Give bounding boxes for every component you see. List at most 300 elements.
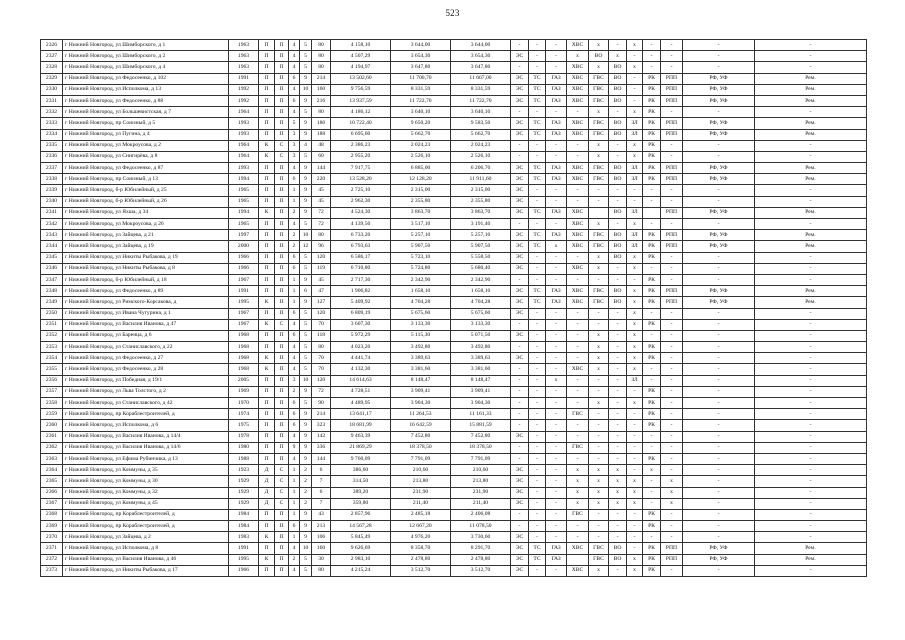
table-cell: - [609,409,627,420]
table-cell: 1966 [229,565,259,576]
table-cell: ГАЗ [546,207,567,218]
table-cell: х [589,353,609,364]
table-cell: С [275,498,289,509]
row-number-cell: 2343 [41,230,63,241]
table-cell: - [609,431,627,442]
table-cell: - [643,476,661,487]
table-cell: П [259,521,275,532]
table-cell: - [661,420,683,431]
table-cell: - [546,442,567,453]
table-cell: - [609,509,627,520]
table-cell: ХВС [567,286,589,297]
table-cell: - [609,364,627,375]
table-cell: 48 [312,140,331,151]
table-cell: 5 115,30 [391,330,451,341]
table-cell: 2 [300,498,312,509]
table-cell: - [609,386,627,397]
table-cell: 9 [300,196,312,207]
row-number-cell: 2337 [41,163,63,174]
table-cell: - [546,140,567,151]
table-cell: 3 517,10 [391,219,451,230]
address-cell: г Нижний Новгород, ул Коммуны, д 45 [63,498,229,509]
table-cell: 3 492,80 [391,342,451,353]
table-cell: 1993 [229,118,259,129]
table-cell: 4 [289,84,300,95]
table-cell: - [755,140,867,151]
table-cell: 9 756,59 [331,84,391,95]
table-cell: П [259,342,275,353]
address-cell: г Нижний Новгород, ул Василия Иванова, д 14/6 [63,442,229,453]
table-cell: - [567,353,589,364]
table-cell: 6 733,20 [331,230,391,241]
row-number-cell: 2330 [41,84,63,95]
table-cell: 1993 [229,129,259,140]
table-cell: х [627,286,643,297]
table-cell: П [259,543,275,554]
table-cell: ЭС [511,286,529,297]
table-cell: - [546,151,567,162]
table-cell: П [275,207,289,218]
table-cell: - [683,420,755,431]
address-cell: г Нижний Новгород, ул Никиты Рыбакова, д 19 [63,252,229,263]
table-cell: - [661,409,683,420]
table-cell: ЗЛ [627,129,643,140]
table-cell: 3 640,10 [451,107,511,118]
table-cell: 3 904,30 [391,398,451,409]
table-cell: - [683,386,755,397]
table-cell: РК [643,521,661,532]
table-cell: 4 704,28 [451,297,511,308]
table-cell: х [589,398,609,409]
table-cell: х [589,364,609,375]
table-cell: 3 647,80 [451,62,511,73]
table-cell: - [511,509,529,520]
table-row [41,151,867,162]
table-cell: - [546,409,567,420]
table-cell: - [529,107,546,118]
table-cell: 8 291,70 [451,543,511,554]
table-cell: 4 [289,364,300,375]
table-cell: 6 710,80 [331,263,391,274]
table-cell: 1967 [229,319,259,330]
table-cell: РК [643,509,661,520]
table-cell: ГВС [589,73,609,84]
table-cell: - [661,107,683,118]
table-cell: 118 [312,330,331,341]
table-cell: К [259,364,275,375]
address-cell: г Нижний Новгород, ул Федосеенко, д 28 [63,364,229,375]
table-cell: 6 [289,73,300,84]
table-cell: - [567,107,589,118]
table-cell: - [755,521,867,532]
table-cell: РК [643,453,661,464]
table-row [41,465,867,476]
address-cell: г Нижний Новгород, пр Кораблестроителей, д [63,409,229,420]
row-number-cell: 2356 [41,375,63,386]
table-cell: - [661,185,683,196]
table-cell: 144 [312,453,331,464]
table-cell: ХВС [567,241,589,252]
table-cell: 4 023,20 [331,342,391,353]
table-cell: - [546,330,567,341]
table-cell: РФ, УФ [683,163,755,174]
table-cell: х [589,151,609,162]
table-cell: 18 378,50 [391,442,451,453]
table-cell: - [661,330,683,341]
table-row [41,308,867,319]
table-cell: ЗЛ [627,163,643,174]
table-cell: 6 586,17 [331,252,391,263]
table-cell: 8 148,47 [391,375,451,386]
table-cell: 10 [300,375,312,386]
table-cell: - [511,62,529,73]
table-cell: - [609,219,627,230]
table-cell: 2 955,20 [331,151,391,162]
table-cell: 5 [289,118,300,129]
table-cell: П [275,386,289,397]
table-cell: - [529,342,546,353]
table-cell: 5 907,50 [391,241,451,252]
table-cell: ГВС [589,95,609,106]
table-cell: - [661,263,683,274]
table-cell: РФ, УФ [683,118,755,129]
table-cell: 4 [289,107,300,118]
table-cell: - [589,532,609,543]
address-cell: г Нижний Новгород, ул Василия Иванова, д 46 [63,554,229,565]
table-cell: - [627,543,643,554]
address-cell: г Нижний Новгород, ул Василия Иванова, д 14/4 [63,431,229,442]
table-cell: 18 378,50 [451,442,511,453]
table-cell: С [275,476,289,487]
table-cell: ЭС [511,207,529,218]
table-cell: - [589,274,609,285]
table-cell: - [546,107,567,118]
table-cell: х [567,476,589,487]
address-cell: г Нижний Новгород, пр Кораблестроителей, д [63,521,229,532]
table-cell: РК [643,543,661,554]
table-cell: 6 [289,398,300,409]
table-cell: 5 [300,319,312,330]
table-cell: П [259,420,275,431]
table-cell: 323 [312,420,331,431]
table-cell: 3 [289,129,300,140]
table-cell: П [275,398,289,409]
table-cell: РПП [661,543,683,554]
row-number-cell: 2342 [41,219,63,230]
table-cell: - [627,51,643,62]
table-cell: 4 [289,40,300,51]
table-cell: - [661,319,683,330]
table-cell: 386,60 [331,465,391,476]
table-cell: ЗЛ [627,207,643,218]
table-cell: П [275,163,289,174]
table-cell: 1 [289,487,300,498]
table-cell: ГВС [589,241,609,252]
table-cell: П [259,565,275,576]
table-cell: 4 215,24 [331,565,391,576]
table-cell: ЭС [511,308,529,319]
table-cell: - [529,409,546,420]
table-cell: - [661,532,683,543]
address-cell: г Нижний Новгород, ул Федосеенко, д 88 [63,95,229,106]
table-cell: 2 315,00 [391,185,451,196]
table-cell: 8 331,59 [451,84,511,95]
table-cell: - [511,409,529,420]
table-cell: РК [643,118,661,129]
table-cell: П [275,95,289,106]
table-cell: П [259,274,275,285]
table-cell: 72 [312,207,331,218]
table-cell: 1968 [229,353,259,364]
table-cell: ХВС [567,62,589,73]
table-cell: - [567,386,589,397]
address-cell: г Нижний Новгород, пр Союзный, д 13 [63,174,229,185]
table-cell: - [529,51,546,62]
table-row [41,521,867,532]
table-cell: - [511,151,529,162]
table-cell: 2 024,23 [391,140,451,151]
table-cell: П [275,565,289,576]
table-cell: х [661,498,683,509]
table-cell: - [567,342,589,353]
row-number-cell: 2332 [41,107,63,118]
table-cell: РФ, УФ [683,543,755,554]
address-cell: г Нижний Новгород, ул Снигирёва, д 8 [63,151,229,162]
table-cell: - [567,532,589,543]
table-cell: 1963 [229,40,259,51]
table-cell: П [259,375,275,386]
table-cell: 6 [289,521,300,532]
table-cell: - [683,498,755,509]
table-cell: П [259,431,275,442]
row-number-cell: 2327 [41,51,63,62]
table-cell: 5 257,10 [451,230,511,241]
table-cell: - [683,274,755,285]
table-cell: - [609,453,627,464]
table-cell: 5 [300,40,312,51]
table-cell: 3 909,41 [391,386,451,397]
table-cell: РК [643,386,661,397]
table-cell: ТС [529,129,546,140]
table-cell: Рем. [755,95,867,106]
table-cell: - [683,51,755,62]
table-cell: - [529,375,546,386]
table-cell: ГВС [589,163,609,174]
table-cell: 47 [312,286,331,297]
table-row [41,543,867,554]
table-cell: 231,90 [451,487,511,498]
register-body [41,40,867,577]
table-cell: 45 [312,185,331,196]
table-row [41,297,867,308]
table-cell: 2 725,10 [331,185,391,196]
table-cell: П [275,252,289,263]
table-cell: 1975 [229,420,259,431]
table-cell: ЭС [511,487,529,498]
table-cell: 5 724,80 [391,263,451,274]
table-cell: 9 583,50 [451,118,511,129]
table-cell: РК [643,241,661,252]
table-cell: 5 675,60 [391,308,451,319]
table-cell: - [546,319,567,330]
table-cell: - [661,219,683,230]
address-cell: г Нижний Новгород, ул Никиты Рыбакова, д 17 [63,565,229,576]
table-cell: 213 [312,521,331,532]
table-cell: - [529,532,546,543]
table-cell: 7 452,80 [391,431,451,442]
table-row [41,431,867,442]
table-cell: РПП [661,129,683,140]
table-cell: 3 863,70 [451,207,511,218]
table-cell: - [511,442,529,453]
table-cell: 336 [312,442,331,453]
table-cell: - [546,219,567,230]
table-cell: 8 331,59 [391,84,451,95]
table-cell: 5 [300,107,312,118]
table-cell: 6 206,70 [451,163,511,174]
table-cell: - [546,353,567,364]
table-cell: Д [259,498,275,509]
table-cell: ВО [609,554,627,565]
table-cell: 120 [312,252,331,263]
page-number: 523 [445,8,460,18]
table-cell: 1974 [229,409,259,420]
table-cell: 70 [312,353,331,364]
table-cell: - [546,40,567,51]
row-number-cell: 2339 [41,185,63,196]
table-cell: - [589,375,609,386]
table-cell: 2 962,30 [331,196,391,207]
table-cell: - [589,431,609,442]
table-cell: К [259,319,275,330]
table-cell: ГВС [589,230,609,241]
table-cell: - [546,62,567,73]
table-cell: К [259,140,275,151]
table-cell: - [529,386,546,397]
table-cell: 2000 [229,241,259,252]
table-cell: - [546,386,567,397]
table-cell: 1994 [229,174,259,185]
table-cell: - [755,107,867,118]
table-cell: - [683,40,755,51]
table-cell: ЭС [511,185,529,196]
table-cell: - [755,196,867,207]
table-cell: 45 [312,196,331,207]
table-cell: - [529,219,546,230]
table-cell: 21 869,29 [331,442,391,453]
table-cell: - [589,453,609,464]
address-cell: г Нижний Новгород, ул Мокроусова, д 26 [63,219,229,230]
table-cell: П [275,532,289,543]
table-cell: х [546,375,567,386]
table-cell: 16 642,59 [391,420,451,431]
table-cell: 5 [300,364,312,375]
address-cell: г Нижний Новгород, ул Большевистская, д 7 [63,107,229,118]
table-cell: - [627,409,643,420]
table-cell: - [683,487,755,498]
table-cell: х [589,498,609,509]
row-number-cell: 2357 [41,386,63,397]
table-cell: ТС [529,554,546,565]
table-cell: х [627,319,643,330]
row-number-cell: 2371 [41,543,63,554]
table-cell: - [511,40,529,51]
table-cell: 13 641,17 [331,409,391,420]
table-cell: П [259,163,275,174]
table-cell: П [259,398,275,409]
table-cell: ХВС [567,95,589,106]
table-cell: - [546,521,567,532]
address-cell: г Нижний Новгород, ул Коммуны, д 30 [63,476,229,487]
table-cell: ЗЛ [627,230,643,241]
table-cell: 1994 [229,207,259,218]
address-cell: г Нижний Новгород, ул Ефима Рубинчика, д 13 [63,453,229,464]
table-cell: - [627,196,643,207]
table-cell: 9 [300,297,312,308]
table-cell: - [643,263,661,274]
table-cell: 2 [300,487,312,498]
table-cell: П [259,409,275,420]
table-cell: 4 186,12 [331,107,391,118]
table-cell: П [275,219,289,230]
table-cell: ЭС [511,498,529,509]
table-cell: 4 441,74 [331,353,391,364]
table-cell: П [275,51,289,62]
table-cell: РПП [661,297,683,308]
table-cell: х [546,241,567,252]
address-cell: г Нижний Новгород, ул Льва Толстого, д 2 [63,386,229,397]
table-cell: РК [643,230,661,241]
table-cell: РПП [661,286,683,297]
table-cell: - [529,364,546,375]
table-cell: ВО [609,286,627,297]
address-cell: г Нижний Новгород, ул Шимборского, д 1 [63,40,229,51]
table-cell: С [275,465,289,476]
address-cell: г Нижний Новгород, ул Коммуны, д 35 [63,465,229,476]
table-cell: РК [643,163,661,174]
row-number-cell: 2368 [41,509,63,520]
table-cell: ГВС [589,297,609,308]
table-cell: - [511,375,529,386]
table-cell: П [275,286,289,297]
table-cell: 5 [300,219,312,230]
table-cell: Рем. [755,554,867,565]
table-cell: - [683,532,755,543]
table-cell: Рем. [755,163,867,174]
address-cell: г Нижний Новгород, б-р Юбилейный, д 25 [63,185,229,196]
table-cell: 6 885,00 [391,163,451,174]
table-cell: - [755,509,867,520]
table-cell: РК [643,140,661,151]
table-cell: П [259,73,275,84]
table-cell: - [567,431,589,442]
table-row [41,442,867,453]
table-cell: - [683,476,755,487]
table-cell: - [546,465,567,476]
table-cell: - [643,185,661,196]
table-cell: 1963 [229,62,259,73]
table-cell: х [627,476,643,487]
table-cell: - [567,140,589,151]
table-cell: С [275,319,289,330]
table-cell: ГВС [589,129,609,140]
table-cell: 1988 [229,453,259,464]
table-cell: 1964 [229,151,259,162]
table-cell: - [683,252,755,263]
table-row [41,509,867,520]
table-cell: П [275,174,289,185]
table-cell: С [275,151,289,162]
